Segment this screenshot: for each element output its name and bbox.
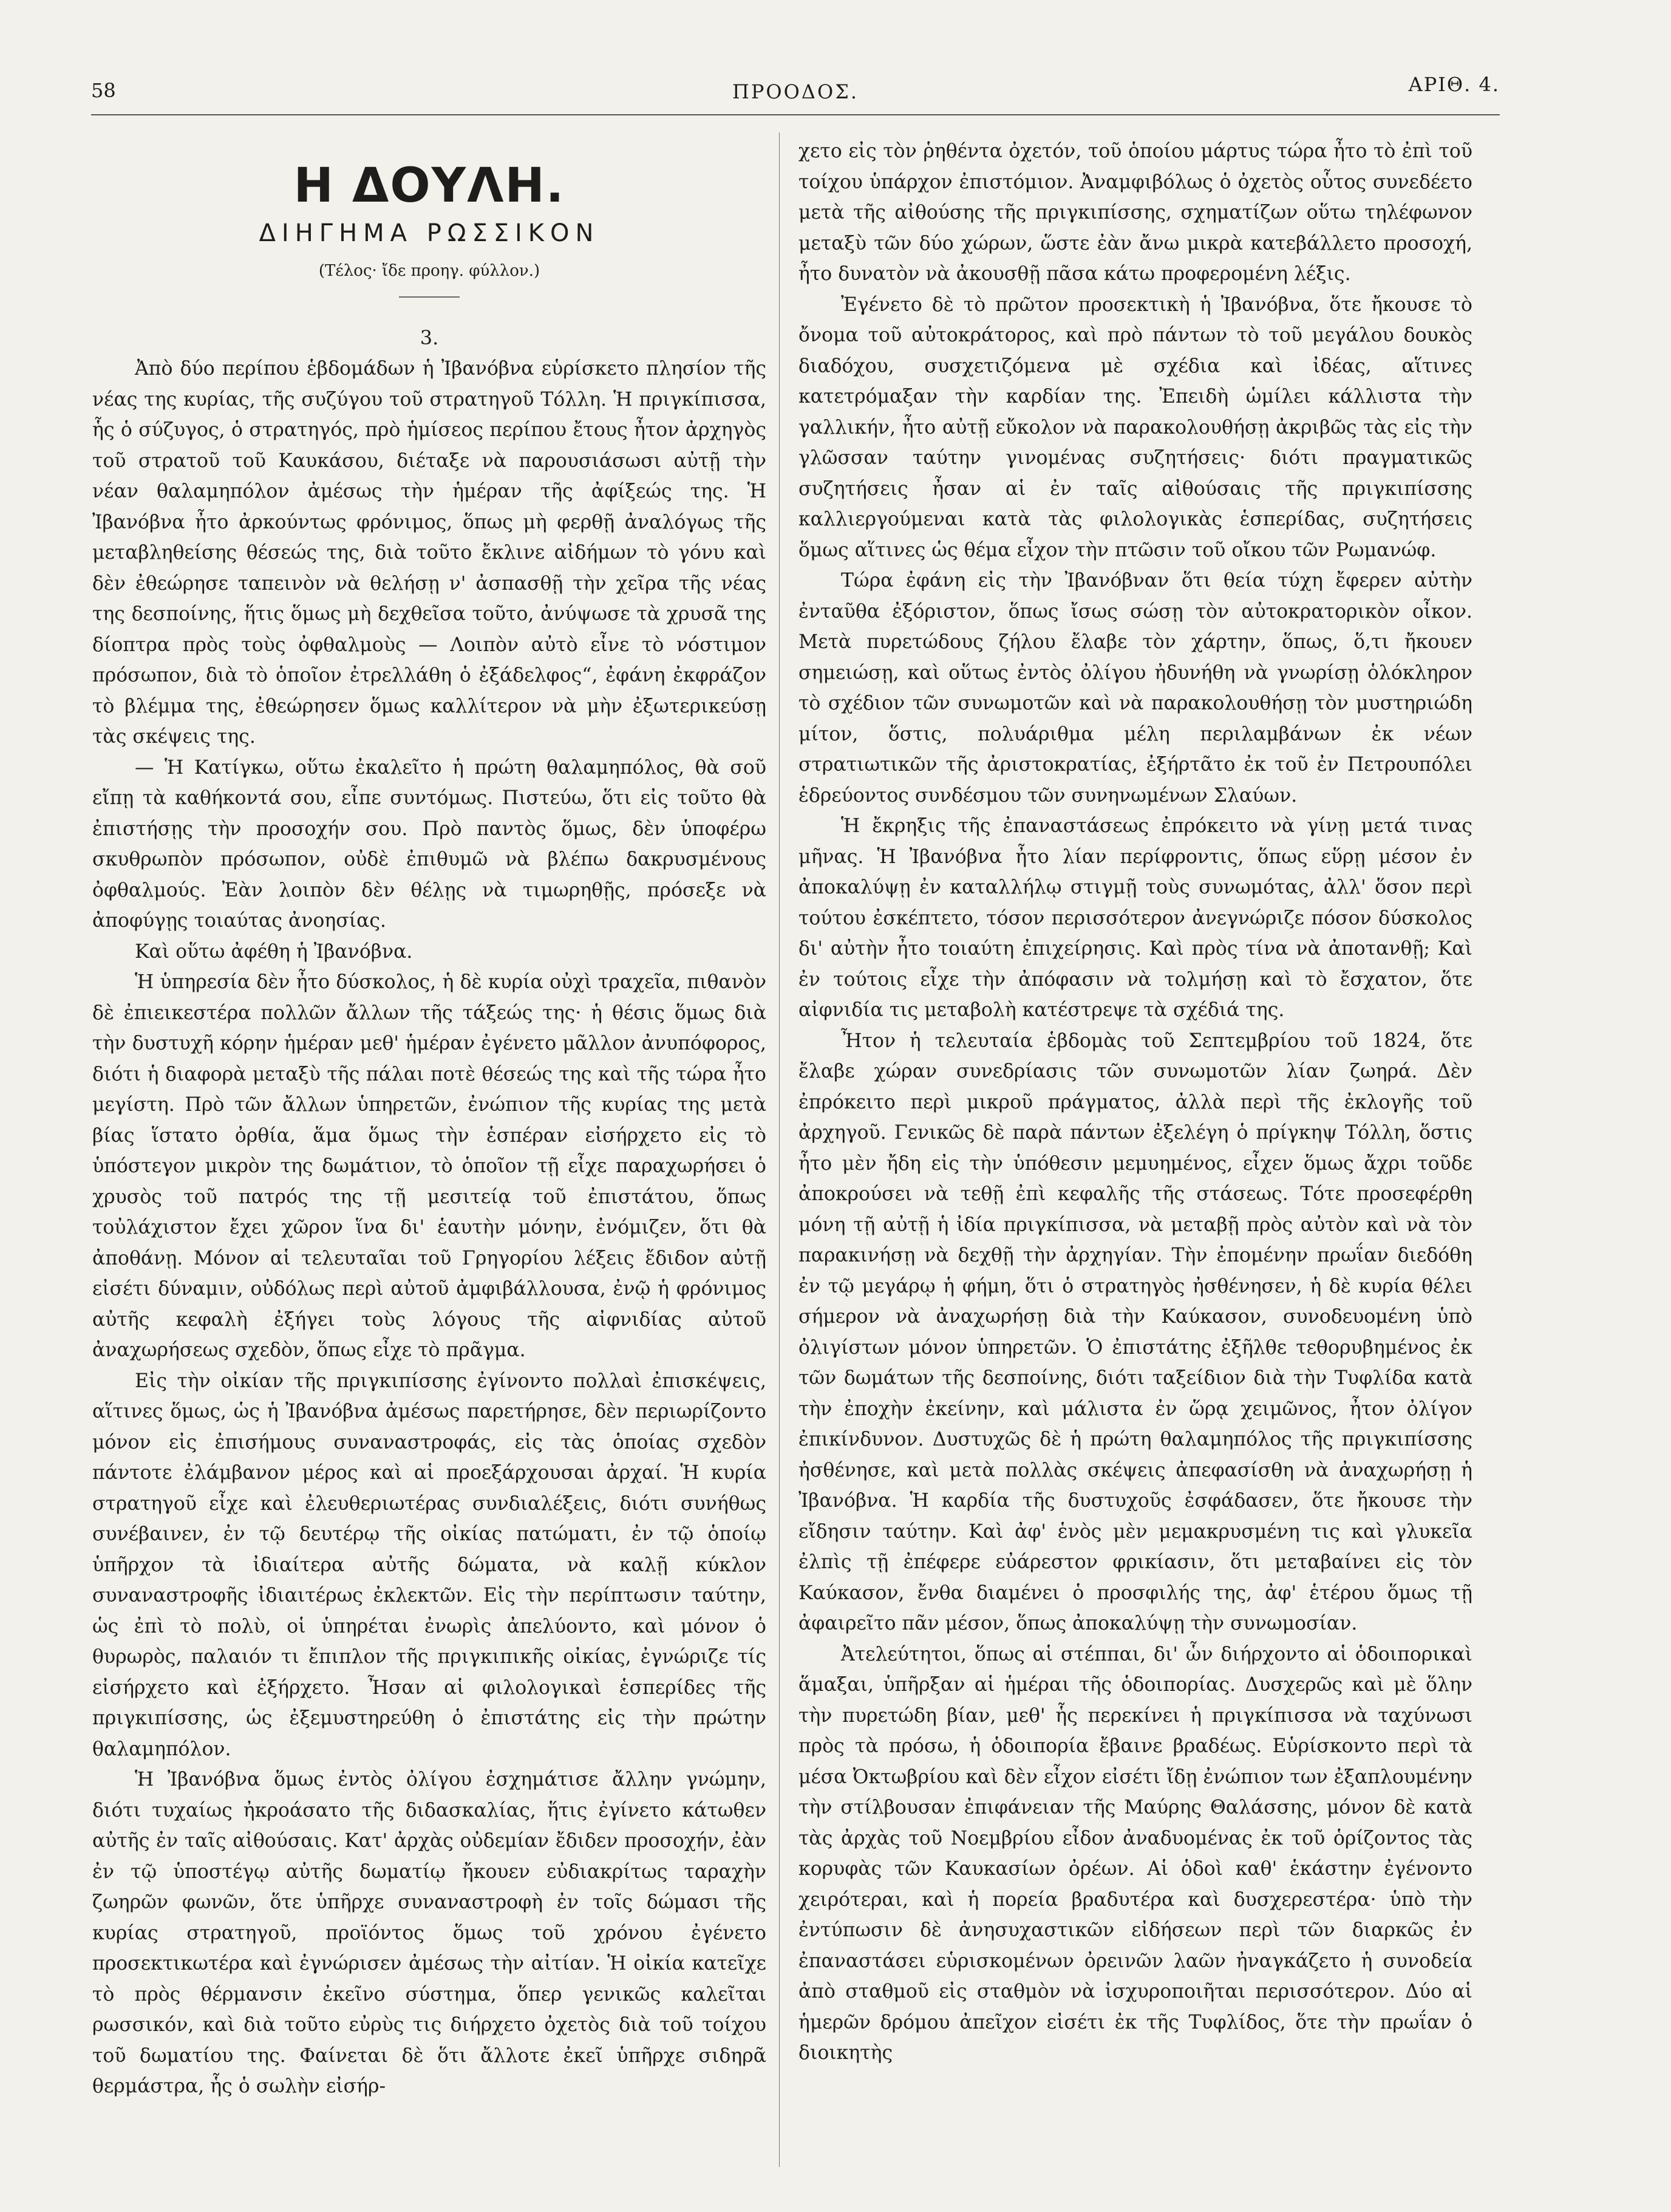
story-title: Η ΔΟΥΛΗ. [293, 159, 565, 213]
paragraph: χετο εἰς τὸν ῥηθέντα ὀχετόν, τοῦ ὁποίου μάρτυς τώρα ἦτο τὸ ἐπὶ τοῦ τοίχου ὑπάρχον ἐπιστόμιον. Ἀναμφιβόλως ὁ ὀχετὸς οὗτος συνεδέετο μετὰ τῆς αἰθούσης τῆς πριγκιπίσσης, σχηματίζων οὕτω τηλέφωνον μεταξὺ τῶν δύο χώρων, ὥστε ἐὰν ἄνω μικρὰ κατεβάλλετο προσοχή, ἦτο δυνατὸν νὰ ἀκουσθῇ πᾶσα κάτω προφερομένη λέξις. [798, 140, 1472, 285]
page-number: 58 [91, 79, 116, 102]
page-header [91, 73, 1500, 115]
publication-title: ΠΡΟΟΔΟΣ. [732, 80, 859, 103]
paragraph: Καὶ οὕτω ἀφέθη ἡ Ἰβανόβνα. [135, 940, 413, 963]
issue-number: ΑΡΙΘ. 4. [1408, 73, 1500, 96]
right-column [798, 136, 1472, 2165]
paragraph: Ἀτελεύτητοι, ὅπως αἱ στέππαι, δι' ὧν διήρχοντο αἱ ὁδοιπορικαὶ ἅμαξαι, ὑπῆρξαν αἱ ἡμέραι τῆς ὁδοιπορίας. Δυσχερῶς καὶ μὲ ὅλην τὴν πυρετώδη βίαν, μεθ' ἧς περεκίνει ἡ πριγκίπισσα νὰ ταχύνωσι πρὸς τὰ πρόσω, ἡ ὁδοιπορία ἔβαινε βραδέως. Εὑρίσκοντο περὶ τὰ μέσα Ὀκτωβρίου καὶ δὲν εἶχον εἰσέτι ἴδῃ ἐνώπιον των ἐξαπλουμένην τὴν στίλβουσαν ἐπιφάνειαν τῆς Μαύρης Θαλάσσης, μόνον δὲ κατὰ τὰς ἀρχὰς τοῦ Νοεμβρίου εἶδον ἀναδυομένας ἐκ τοῦ ὁρίζοντος τὰς κορυφὰς τῶν Καυκασίων ὀρέων. Αἱ ὁδοὶ καθ' ἑκάστην ἐγένοντο χειρότεραι, καὶ ἡ πορεία βραδυτέρα καὶ δυσχερεστέρα· ὑπὸ τὴν ἐντύπωσιν δὲ ἀνησυχαστικῶν εἰδήσεων περὶ τῶν διαρκῶς ἐν ἐπαναστάσει εὑρισκομένων ὀρεινῶν λαῶν ἠναγκάζετο ἡ συνοδεία ἀπὸ σταθμοῦ εἰς σταθμὸν νὰ ἰσχυροποιῆται περισσότερον. Δύο αἱ ἡμερῶν δρόμου ἀπεῖχον εἰσέτι ἐκ τῆς Τυφλίδος, ὅτε τὴν πρωΐαν ὁ διοικητὴς [798, 1643, 1472, 2064]
header-rule [91, 114, 1500, 115]
paragraph: Ἀπὸ δύο περίπου ἑβδομάδων ἡ Ἰβανόβνα εὑρίσκετο πλησίον τῆς νέας της κυρίας, τῆς συζύγου τοῦ στρατηγοῦ Τόλλη. Ἡ πριγκίπισσα, ἧς ὁ σύζυγος, ὁ στρατηγός, πρὸ ἡμίσεος περίπου ἔτους ἦτον ἀρχηγὸς τοῦ στρατοῦ τοῦ Καυκάσου, διέταξε νὰ παρουσιάσωσι αὐτῇ τὴν νέαν θαλαμηπόλον ἀμέσως τὴν ἡμέραν τῆς ἀφίξεώς της. Ἡ Ἰβανόβνα ἦτο ἀρκούντως φρόνιμος, ὅπως μὴ φερθῇ ἀναλόγως τῆς μεταβληθείσης θέσεώς της, διὰ τοῦτο ἔκλινε αἰδήμων τὸ γόνυ καὶ δὲν ἐθεώρησε ταπεινὸν νὰ θελήσῃ ν' ἀσπασθῇ τὴν χεῖρα τῆς νέας της δεσποίνης, ἥτις ὅμως μὴ δεχθεῖσα τοῦτο, ἀνύψωσε τὰ χρυσᾶ της δίοπτρα πρὸς τοὺς ὀφθαλμοὺς — Λοιπὸν αὐτὸ εἶνε τὸ νόστιμον πρόσωπον, διὰ τὸ ὁποῖον ἐτρελλάθη ὁ ἐξάδελφος“, ἐφάνη ἐκφράζον τὸ βλέμμα της, ἐθεώρησεν ὅμως καλλίτερον νὰ μὴν ἐξωτερικεύσῃ τὰς σκέψεις της. [92, 358, 766, 748]
paragraph: Ἡ ἔκρηξις τῆς ἐπαναστάσεως ἐπρόκειτο νὰ γίνῃ μετά τινας μῆνας. Ἡ Ἰβανόβνα ἦτο λίαν περίφροντις, ὅπως εὕρῃ μέσον ἐν ἀποκαλύψῃ ἐν καταλλήλῳ στιγμῇ τοὺς συνωμότας, ἀλλ' ὅσον περὶ τούτου ἐσκέπτετο, τόσον περισσότερον ἀνεγνώριζε πόσον δύσκολος δι' αὐτὴν ἦτο τοιαύτη ἐπιχείρησις. Καὶ πρὸς τίνα νὰ ἀποτανθῇ; Καὶ ἐν τούτοις εἶχε τὴν ἀπόφασιν νὰ τολμήσῃ καὶ τὸ ἔσχατον, ὅτε αἰφνιδία τις μεταβολὴ κατέστρεψε τὰ σχέδιά της. [798, 815, 1472, 1021]
left-column [92, 132, 766, 2161]
paragraph: — Ἡ Κατίγκω, οὕτω ἐκαλεῖτο ἡ πρώτη θαλαμηπόλος, θὰ σοῦ εἴπῃ τὰ καθήκοντά σου, εἶπε συντόμως. Πιστεύω, ὅτι εἰς τοῦτο θὰ ἐπιστήσῃς τὴν προσοχήν σου. Πρὸ παντὸς ὅμως, δὲν ὑποφέρω σκυθρωπὸν πρόσωπον, οὐδὲ ἐπιθυμῶ νὰ βλέπω δακρυσμένους ὀφθαλμούς. Ἐὰν λοιπὸν δὲν θέλῃς νὰ τιμωρηθῇς, πρόσεξε νὰ ἀποφύγῃς τοιαύτας ἀνοησίας. [92, 756, 766, 932]
paragraph: Ἦτον ἡ τελευταία ἑβδομὰς τοῦ Σεπτεμβρίου τοῦ 1824, ὅτε ἔλαβε χώραν συνεδρίασις τῶν συνωμοτῶν λίαν ζωηρά. Δὲν ἐπρόκειτο περὶ μικροῦ πράγματος, ἀλλὰ περὶ τῆς ἐκλογῆς τοῦ ἀρχηγοῦ. Γενικῶς δὲ παρὰ πάντων ἐξελέγη ὁ πρίγκηψ Τόλλη, ὅστις ἦτο μὲν ἤδη εἰς τὴν ὑπόθεσιν μεμυημένος, εἶχεν ὅμως ἄχρι τοῦδε ἀποκρούσει νὰ τεθῇ ἐπὶ κεφαλῆς τῆς στάσεως. Τότε προσεφέρθη μόνη τῇ αὐτῇ ἡ ἰδία πριγκίπισσα, νὰ μεταβῇ πρὸς αὐτὸν καὶ νὰ τὸν παρακινήσῃ νὰ δεχθῇ τὴν ἀρχηγίαν. Τὴν ἐπομένην πρωΐαν διεδόθη ἐν τῷ μεγάρῳ ἡ φήμη, ὅτι ὁ στρατηγὸς ἠσθένησεν, ἡ δὲ κυρία θέλει σήμερον νὰ ἀναχωρήσῃ διὰ τὴν Καύκασον, συνοδευομένη ὑπὸ ὀλιγίστων μόνον ὑπηρετῶν. Ὁ ἐπιστάτης ἐξῆλθε τεθορυβημένος ἐκ τῶν δωμάτων τῆς δεσποίνης, διότι ταξείδιον διὰ τὴν Τυφλίδα κατὰ τὴν ἐποχὴν ἐκείνην, καὶ μάλιστα ἐν ὥρᾳ χειμῶνος, ἦτον ὀλίγον ἐπικίνδυνον. Δυστυχῶς δὲ ἡ πρώτη θαλαμηπόλος τῆς πριγκιπίσσης ἠσθένησε, καὶ μετὰ πολλὰς σκέψεις ἀπεφασίσθη νὰ ἀναχωρήσῃ ἡ Ἰβανόβνα. Ἡ καρδία τῆς δυστυχοῦς ἐσφάδασεν, ὅτε ἤκουσε τὴν εἴδησιν ταύτην. Καὶ ἀφ' ἑνὸς μὲν μεμακρυσμένη τις καὶ γλυκεῖα ἐλπὶς τῇ ἐπέφερε εὐάρεστον φρικίασιν, ὅτι μεταβαίνει εἰς τὸν Καύκασον, ἔνθα διαμένει ὁ προσφιλής της, ἀφ' ἑτέρου ὅμως τῇ ἀφαιρεῖτο πᾶν μέσον, ὅπως ἀποκαλύψῃ τὴν συνωμοσίαν. [798, 1029, 1472, 1634]
paragraph: Εἰς τὴν οἰκίαν τῆς πριγκιπίσσης ἐγίνοντο πολλαὶ ἐπισκέψεις, αἵτινες ὅμως, ὡς ἡ Ἰβανόβνα ἀμέσως παρετήρησε, δὲν περιωρίζοντο μόνον εἰς ἐπισήμους συναναστροφάς, εἰς τὰς ὁποίας σχεδὸν πάντοτε ἐλάμβανον μέρος καὶ αἱ προεξάρχουσαι ἀρχαί. Ἡ κυρία στρατηγοῦ εἶχε καὶ ἐλευθεριωτέρας συνδιαλέξεις, διότι συνήθως συνέβαινεν, ἐν τῷ δευτέρῳ τῆς οἰκίας πατώματι, ἐν τῷ ὁποίῳ ὑπῆρχον τὰ ἰδιαίτερα αὐτῆς δώματα, νὰ καλῇ κύκλον συναναστροφῆς ἰδιαιτέρως ἐκλεκτῶν. Εἰς τὴν περίπτωσιν ταύτην, ὡς ἐπὶ τὸ πολὺ, οἱ ὑπηρέται ἐνωρὶς ἀπελύοντο, καὶ μόνον ὁ θυρωρὸς, παλαιόν τι ἔπιπλον τῆς πριγκιπικῆς οἰκίας, ἐγνώριζε τίς εἰσήρχετο καὶ ἐξήρχετο. Ἦσαν αἱ φιλολογικαὶ ἑσπερίδες τῆς πριγκιπίσσης, ὡς ἐξεμυστηρεύθη ὁ ἐπιστάτης εἰς τὴν πρώτην θαλαμηπόλον. [92, 1370, 766, 1760]
continuation-note: (Τέλος· ἴδε προηγ. φύλλον.) [318, 262, 540, 280]
paragraph: Ἡ ὑπηρεσία δὲν ἦτο δύσκολος, ἡ δὲ κυρία οὐχὶ τραχεῖα, πιθανὸν δὲ ἐπιεικεστέρα πολλῶν ἄλλων τῆς τάξεώς της· ἡ θέσις ὅμως διὰ τὴν δυστυχῆ κόρην ἡμέραν μεθ' ἡμέραν ἐγένετο μᾶλλον ἀνυπόφορος, διότι ἡ διαφορὰ μεταξὺ τῆς πάλαι ποτὲ θέσεώς της καὶ τῆς τώρα ἦτο μεγίστη. Πρὸ τῶν ἄλλων ὑπηρετῶν, ἐνώπιον τῆς κυρίας της μετὰ βίας ἵστατο ὀρθία, ἅμα ὅμως τὴν ἑσπέραν εἰσήρχετο εἰς τὸ ὑπόστεγον μικρὸν της δωμάτιον, τὸ ὁποῖον τῇ εἶχε παραχωρήσει ὁ χρυσὸς τοῦ πατρός της τῇ μεσιτείᾳ τοῦ ἐπιστάτου, ὅπως τοὐλάχιστον ἔχει χῶρον ἵνα δι' ἑαυτὴν μόνην, ἐνόμιζεν, ὅτι θὰ ἀποθάνῃ. Μόνον αἱ τελευταῖαι τοῦ Γρηγορίου λέξεις ἔδιδον αὐτῇ εἰσέτι δύναμιν, οὐδόλως περὶ αὐτοῦ ἀμφιβάλλουσα, ἐνῷ ἡ φρόνιμος αὐτῆς κεφαλὴ ἐξήγει τοὺς λόγους τῆς αἰφνιδίας αὐτοῦ ἀναχωρήσεως σχεδὸν, ὅπως εἶχε τὸ πρᾶγμα. [92, 971, 766, 1361]
column-divider [779, 132, 780, 2167]
section-number: 3. [420, 326, 439, 349]
paragraph: Ἐγένετο δὲ τὸ πρῶτον προσεκτικὴ ἡ Ἰβανόβνα, ὅτε ἤκουσε τὸ ὄνομα τοῦ αὐτοκράτορος, καὶ πρὸ πάντων τὸ τοῦ μεγάλου δουκὸς διαδόχου, συσχετιζόμενα μὲ σχέδια καὶ ἰδέας, αἵτινες κατετρόμαξαν τὴν καρδίαν της. Ἐπειδὴ ὡμίλει κάλλιστα τὴν γαλλικήν, ἦτο αὐτῇ εὔκολον νὰ παρακολουθήσῃ ἀκριβῶς τὰς εἰς τὴν γλῶσσαν ταύτην γινομένας συζητήσεις· διότι πραγματικῶς συζητήσεις ἦσαν αἱ ἐν ταῖς αἰθούσαις τῆς πριγκιπίσσης καλλιεργούμεναι κατὰ τὰς φιλολογικὰς ἑσπερίδας, συζητήσεις ὅμως αἵτινες ὡς θέμα εἶχον τὴν πτῶσιν τοῦ οἴκου τῶν Ρωμανώφ. [798, 293, 1472, 561]
story-subtitle: ΔΙΗΓΗΜΑ ΡΩΣΣΙΚΟΝ [259, 219, 600, 247]
paragraph: Τώρα ἐφάνη εἰς τὴν Ἰβανόβναν ὅτι θεία τύχη ἔφερεν αὐτὴν ἐνταῦθα ἐξόριστον, ὅπως ἴσως σώσῃ τὸν αὐτοκρατορικὸν οἶκον. Μετὰ πυρετώδους ζήλου ἔλαβε τὸν χάρτην, ὅπως, ὅ,τι ἤκουεν σημειώσῃ, καὶ οὕτως ἐντὸς ὀλίγου ἠδυνήθη νὰ γνωρίσῃ ὁλόκληρον τὸ σχέδιον τῶν συνωμοτῶν καὶ νὰ παρακολουθήσῃ τὸν μυστηριώδη μίτον, ὅστις, πολυάριθμα μέλη περιλαμβάνων ἐκ νέων στρατιωτικῶν τῆς ἀριστοκρατίας, ἐξήρτᾶτο ἐκ τοῦ ἐν Πετρουπόλει ἑδρεύοντος συνδέσμου τῶν συνηνωμένων Σλαύων. [798, 570, 1472, 807]
paragraph: Ἡ Ἰβανόβνα ὅμως ἐντὸς ὀλίγου ἐσχημάτισε ἄλλην γνώμην, διότι τυχαίως ἠκροάσατο τῆς διδασκαλίας, ἥτις ἐγίνετο κάτωθεν αὐτῆς ἐν ταῖς αἰθούσαις. Κατ' ἀρχὰς οὐδεμίαν ἔδιδεν προσοχήν, ἐὰν ἐν τῷ ὑποστέγῳ αὐτῆς δωματίῳ ἤκουεν εὐδιακρίτως ταραχὴν ζωηρῶν φωνῶν, ὅτε ὑπῆρχε συναναστροφὴ ἐν τοῖς δώμασι τῆς κυρίας στρατηγοῦ, προϊόντος ὅμως τοῦ χρόνου ἐγένετο προσεκτικωτέρα καὶ ἐγνώρισεν ἀμέσως τὴν αἰτίαν. Ἡ οἰκία κατεῖχε τὸ πρὸς θέρμανσιν ἐκεῖνο σύστημα, ὅπερ γενικῶς καλεῖται ρωσσικόν, καὶ διὰ τοῦτο εὐρὺς τις διήρχετο ὀχετὸς διὰ τοῦ τοίχου τοῦ δωματίου της. Φαίνεται δὲ ὅτι ἄλλοτε ἐκεῖ ὑπῆρχε σιδηρᾶ θερμάστρα, ἧς ὁ σωλὴν εἰσήρ- [92, 1769, 766, 2097]
title-rule [399, 296, 460, 298]
